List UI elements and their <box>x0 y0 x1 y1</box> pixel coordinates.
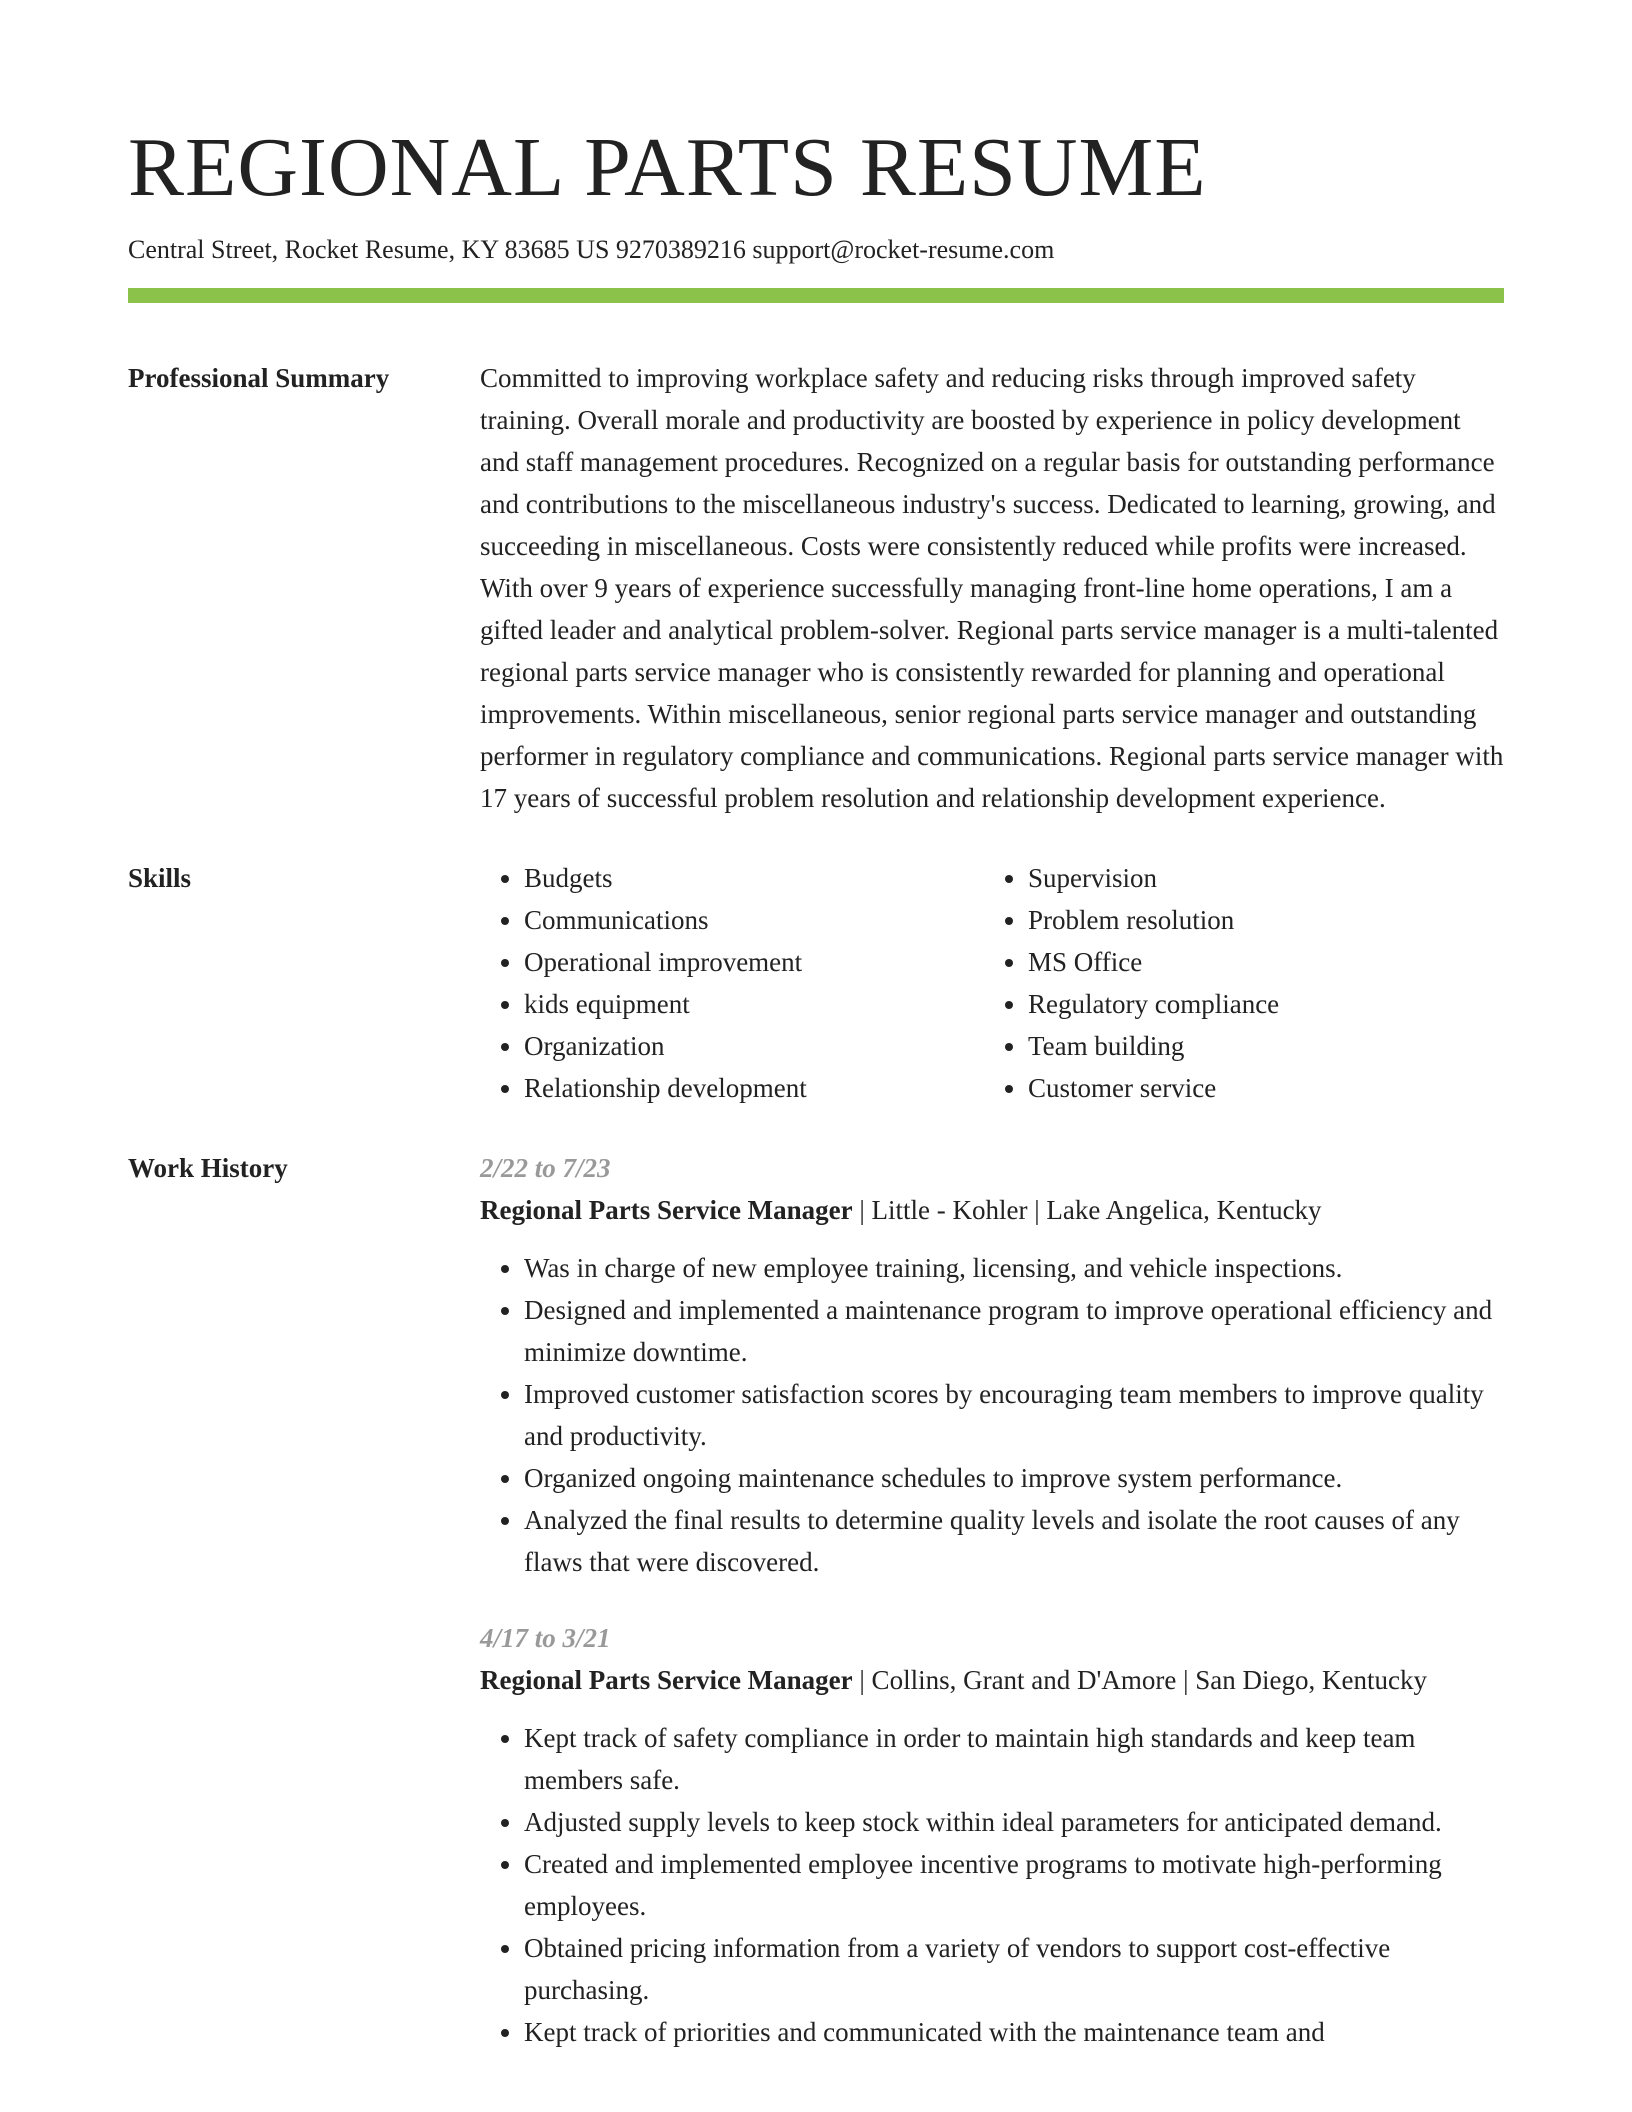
job-details: | Little - Kohler | Lake Angelica, Kentucky <box>852 1195 1322 1225</box>
contact-line: Central Street, Rocket Resume, KY 83685 US 9270389216 support@rocket-resume.com <box>128 235 1055 264</box>
job-bullet: • Adjusted supply levels to keep stock within ideal parameters for anticipated demand. <box>524 1801 1504 1843</box>
job-bullet: • Kept track of safety compliance in order to maintain high standards and keep team members safe. <box>524 1717 1504 1801</box>
skill-item: • Regulatory compliance <box>1028 983 1488 1025</box>
resume-page <box>128 0 1504 2087</box>
summary-heading: Professional Summary <box>128 363 390 393</box>
skills-heading: Skills <box>128 863 192 893</box>
accent-divider <box>128 288 1504 303</box>
job-dates: 2/22 to 7/23 <box>480 1153 611 1183</box>
job-bullets <box>480 1717 1504 2053</box>
job-details: | Collins, Grant and D'Amore | San Diego, Kentucky <box>852 1665 1427 1695</box>
skills-section <box>128 857 1504 1109</box>
skill-item: • Team building <box>1028 1025 1488 1067</box>
job-title: Regional Parts Service Manager <box>480 1665 853 1695</box>
skill-item: • Customer service <box>1028 1067 1488 1109</box>
skill-item: • Communications <box>524 899 984 941</box>
skill-item: • Operational improvement <box>524 941 984 983</box>
skill-item: • Organization <box>524 1025 984 1067</box>
job-bullet: • Created and implemented employee incentive programs to motivate high-performing employees. <box>524 1843 1504 1927</box>
job-dates: 4/17 to 3/21 <box>480 1623 611 1653</box>
job-bullet: • Was in charge of new employee training, licensing, and vehicle inspections. <box>524 1247 1504 1289</box>
skill-item: • kids equipment <box>524 983 984 1025</box>
job-bullet: • Improved customer satisfaction scores by encouraging team members to improve quality and productivity. <box>524 1373 1504 1457</box>
job-bullet: • Organized ongoing maintenance schedules to improve system performance. <box>524 1457 1504 1499</box>
work-history-heading: Work History <box>128 1153 288 1183</box>
job-entry <box>480 1147 1504 1583</box>
job-bullet: • Kept track of priorities and communicated with the maintenance team and <box>524 2011 1504 2053</box>
job-header <box>480 1659 1504 1701</box>
summary-text: Committed to improving workplace safety and reducing risks through improved safety training. Overall morale and productivity are boosted by experience in policy development and staff management procedures. Recognized on a regular basis for outstanding performance and contributions to the miscellaneous industry's success. Dedicated to learning, growing, and succeeding in miscellaneous. Costs were consistently reduced while profits were increased. With over 9 years of experience successfully managing front-line home operations, I am a gifted leader and analytical problem-solver. Regional parts service manager is a multi-talented regional parts service manager who is consistently rewarded for planning and operational improvements. Within miscellaneous, senior regional parts service manager and outstanding performer in regulatory compliance and communications. Regional parts service manager with 17 years of successful problem resolution and relationship development experience. <box>480 363 1504 813</box>
skills-list-left <box>480 857 984 1109</box>
job-entry <box>480 1617 1504 2053</box>
job-bullet: • Analyzed the final results to determine quality levels and isolate the root causes of any flaws that were discovered. <box>524 1499 1504 1583</box>
job-bullet: • Obtained pricing information from a variety of vendors to support cost-effective purchasing. <box>524 1927 1504 2011</box>
skill-item: • Budgets <box>524 857 984 899</box>
skill-item: • Problem resolution <box>1028 899 1488 941</box>
job-header <box>480 1189 1504 1231</box>
summary-section <box>128 357 1504 819</box>
skills-list-right <box>984 857 1488 1109</box>
skill-item: • Relationship development <box>524 1067 984 1109</box>
job-bullet: • Designed and implemented a maintenance program to improve operational efficiency and minimize downtime. <box>524 1289 1504 1373</box>
skill-item: • Supervision <box>1028 857 1488 899</box>
job-bullets <box>480 1247 1504 1583</box>
work-history-section <box>128 1147 1504 2087</box>
resume-title: REGIONAL PARTS RESUME <box>128 121 1207 214</box>
skill-item: • MS Office <box>1028 941 1488 983</box>
job-title: Regional Parts Service Manager <box>480 1195 853 1225</box>
